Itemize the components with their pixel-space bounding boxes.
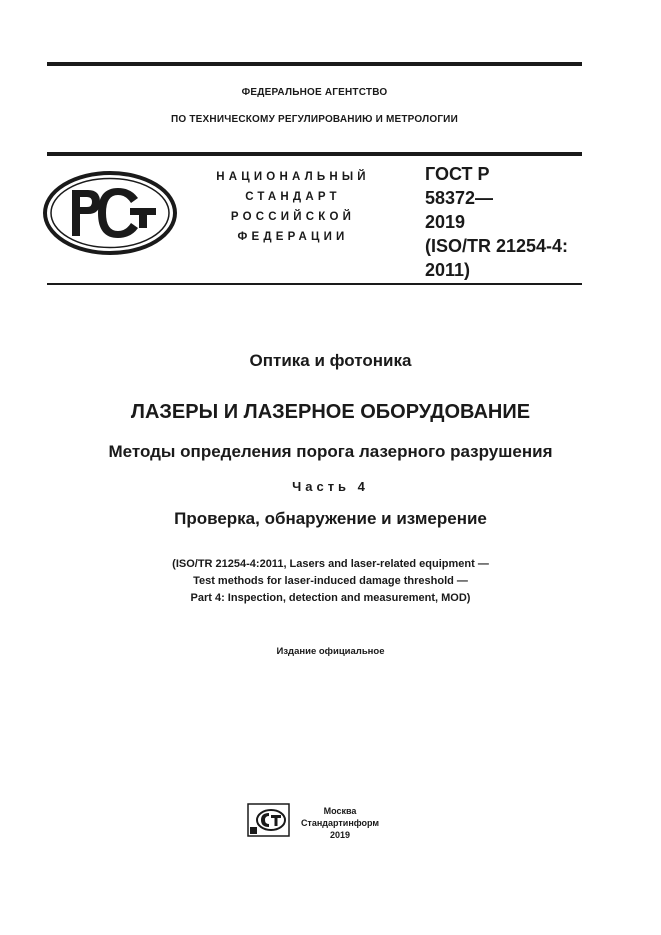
middle-rule (47, 152, 582, 156)
standard-type-line-2: СТАНДАРТ (245, 191, 341, 203)
main-title: ЛАЗЕРЫ И ЛАЗЕРНОЕ ОБОРУДОВАНИЕ (130, 401, 531, 423)
sub-title: Методы определения порога лазерного разрушения (108, 442, 553, 461)
top-rule (47, 62, 582, 66)
agency-line-1: ФЕДЕРАЛЬНОЕ АГЕНТСТВО (241, 87, 388, 98)
bottom-rule (47, 283, 582, 285)
publisher-year: 2019 (329, 830, 351, 840)
gost-r-mark-icon (42, 170, 178, 256)
gost-number (425, 162, 590, 282)
iso-reference-line-2: Test methods for laser-induced damage threshold — (193, 575, 468, 587)
gost-number-line-3: 2019 (425, 212, 466, 232)
publisher-city: Москва (323, 806, 357, 816)
gost-number-line-5: 2011) (425, 260, 471, 280)
standartinform-logo-icon (247, 803, 290, 837)
iso-reference-line-1: (ISO/TR 21254-4:2011, Lasers and laser-related equipment — (172, 558, 489, 570)
agency-line-2: ПО ТЕХНИЧЕСКОМУ РЕГУЛИРОВАНИЮ И МЕТРОЛОГИИ (171, 114, 458, 125)
publisher-name: Стандартинформ (300, 818, 380, 828)
gost-number-line-2: 58372— (425, 188, 494, 208)
part-label: Часть 4 (292, 479, 369, 494)
edition-note: Издание официальное (276, 646, 385, 657)
part-title: Проверка, обнаружение и измерение (174, 509, 487, 528)
standard-type-line-3: РОССИЙСКОЙ (230, 211, 356, 223)
standard-type-line-4: ФЕДЕРАЦИИ (237, 231, 349, 243)
gost-number-line-4: (ISO/TR 21254-4: (425, 236, 569, 256)
iso-reference-line-3: Part 4: Inspection, detection and measurement, MOD) (190, 592, 471, 604)
subject-heading: Оптика и фотоника (249, 351, 412, 370)
gost-number-line-1: ГОСТ Р (425, 164, 490, 184)
standard-type-line-1: НАЦИОНАЛЬНЫЙ (216, 171, 370, 183)
